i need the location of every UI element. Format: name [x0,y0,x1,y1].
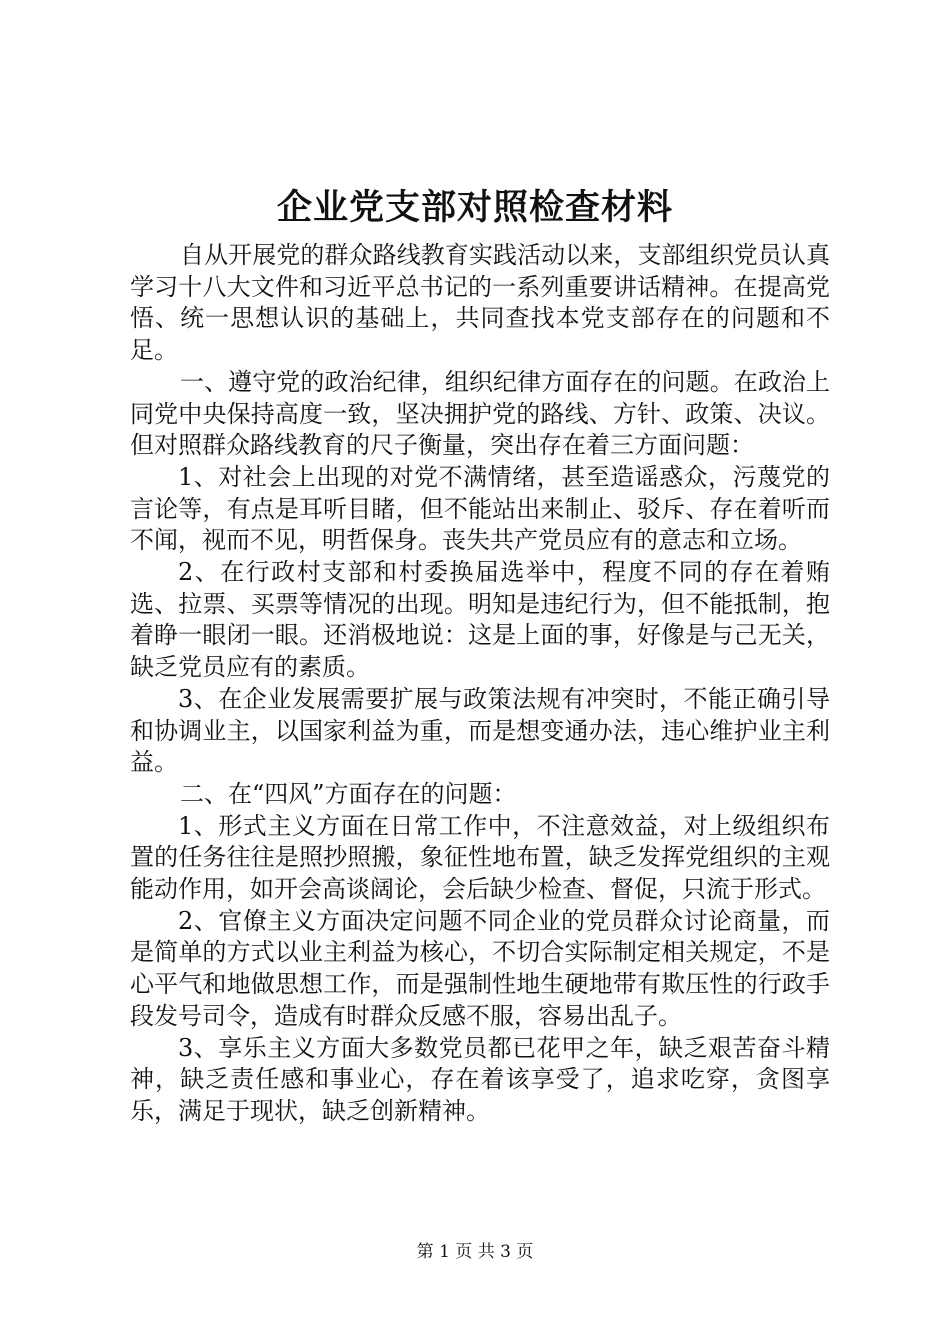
paragraph: 2、官僚主义方面决定问题不同企业的党员群众讨论商量，而是简单的方式以业主利益为核心，不切合实际制定相关规定，不是心平气和地做思想工作，而是强制性地生硬地带有欺压性的行政手段发号司令，造成有时群众反感不服，容易出乱子。 [130,906,830,1030]
paragraph: 二、在“四风”方面存在的问题： [180,779,517,808]
paragraph: 自从开展党的群众路线教育实践活动以来，支部组织党员认真学习十八大文件和习近平总书记的一系列重要讲话精神。在提高党悟、统一思想认识的基础上，共同查找本党支部存在的问题和不足。 [130,241,830,365]
paragraph: 3、享乐主义方面大多数党员都已花甲之年，缺乏艰苦奋斗精神，缺乏责任感和事业心，存在着该享受了，追求吃穿，贪图享乐，满足于现状，缺乏创新精神。 [130,1033,830,1125]
page-footer: 第 1 页 共 3 页 [416,1242,534,1262]
document-title: 企业党支部对照检查材料 [276,187,673,228]
paragraph: 3、在企业发展需要扩展与政策法规有冲突时，不能正确引导和协调业主，以国家利益为重，而是想变通办法，违心维护业主利益。 [130,684,830,777]
paragraph: 1、形式主义方面在日常工作中，不注意效益，对上级组织布置的任务往往是照抄照搬，象征性地布置，缺乏发挥党组织的主观能动作用，如开会高谈阔论，会后缺少检查、督促，只流于形式。 [130,811,830,904]
document-body [130,240,830,1128]
paragraph: 1、对社会上出现的对党不满情绪，甚至造谣惑众，污蔑党的言论等，有点是耳听目睹，但不能站出来制止、驳斥、存在着听而不闻，视而不见，明哲保身。丧失共产党员应有的意志和立场。 [130,462,830,555]
paragraph: 一、遵守党的政治纪律，组织纪律方面存在的问题。在政治上同党中央保持高度一致，坚决拥护党的路线、方针、政策、决议。但对照群众路线教育的尺子衡量，突出存在着三方面问题： [130,367,830,460]
paragraph: 2、在行政村支部和村委换届选举中，程度不同的存在着贿选、拉票、买票等情况的出现。明知是违纪行为，但不能抵制，抱着睁一眼闭一眼。还消极地说：这是上面的事，好像是与己无关，缺乏党员应有的素质。 [130,558,830,682]
